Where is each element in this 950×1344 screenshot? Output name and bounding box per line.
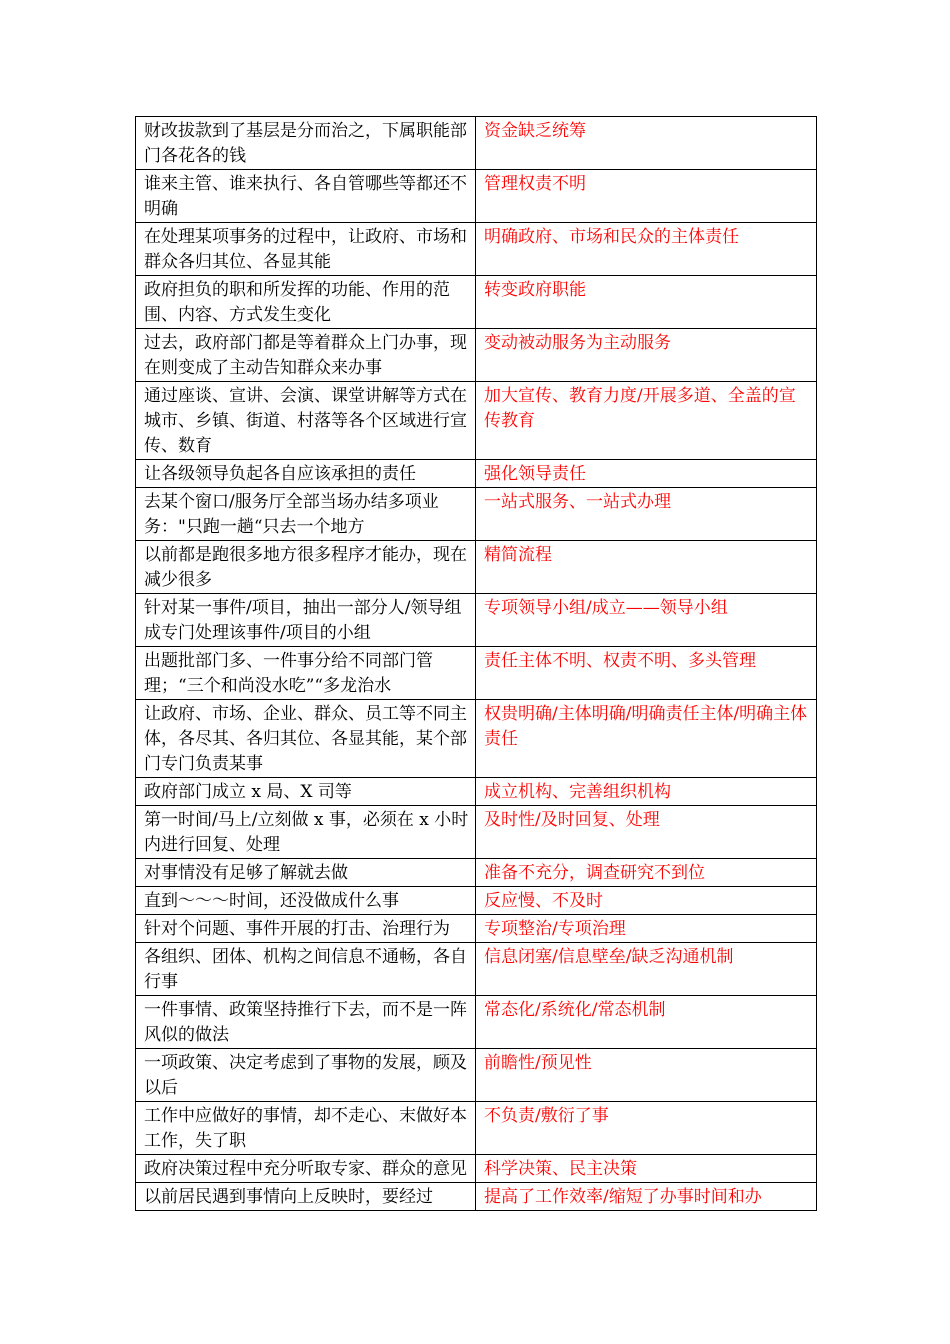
term-cell: 科学决策、民主决策 xyxy=(476,1155,817,1183)
table-row xyxy=(136,887,817,915)
terms-table xyxy=(135,116,817,1211)
table-row xyxy=(136,329,817,382)
term-cell: 专项领导小组/成立——领导小组 xyxy=(476,594,817,647)
table-row xyxy=(136,996,817,1049)
description-cell: 通过座谈、宣讲、会演、课堂讲解等方式在城市、乡镇、街道、村落等各个区域进行宣传、数育 xyxy=(136,382,476,460)
description-cell: 一项政策、决定考虑到了事物的发展，顾及以后 xyxy=(136,1049,476,1102)
description-cell: 第一时间/马上/立刻做 x 事，必须在 x 小时内进行回复、处理 xyxy=(136,806,476,859)
term-cell: 前瞻性/预见性 xyxy=(476,1049,817,1102)
term-cell: 专项整治/专项治理 xyxy=(476,915,817,943)
table-row xyxy=(136,223,817,276)
term-cell: 成立机构、完善组织机构 xyxy=(476,778,817,806)
description-cell: 各组织、团体、机构之间信息不通畅，各自行事 xyxy=(136,943,476,996)
term-cell: 资金缺乏统筹 xyxy=(476,117,817,170)
table-row xyxy=(136,541,817,594)
description-cell: 直到～～～时间，还没做成什么事 xyxy=(136,887,476,915)
term-cell: 不负责/敷衍了事 xyxy=(476,1102,817,1155)
table-row xyxy=(136,170,817,223)
term-cell: 提高了工作效率/缩短了办事时间和办 xyxy=(476,1183,817,1211)
table-row xyxy=(136,276,817,329)
term-cell: 反应慢、不及时 xyxy=(476,887,817,915)
terms-table-body xyxy=(136,117,817,1211)
description-cell: 政府决策过程中充分听取专家、群众的意见 xyxy=(136,1155,476,1183)
term-cell: 常态化/系统化/常态机制 xyxy=(476,996,817,1049)
description-cell: 谁来主管、谁来执行、各自管哪些等都还不明确 xyxy=(136,170,476,223)
term-cell: 明确政府、市场和民众的主体责任 xyxy=(476,223,817,276)
description-cell: 工作中应做好的事情，却不走心、末做好本工作，失了职 xyxy=(136,1102,476,1155)
table-row xyxy=(136,647,817,700)
description-cell: 让政府、市场、企业、群众、员工等不同主体，各尽其、各归其位、各显其能，某个部门专门负责某事 xyxy=(136,700,476,778)
term-cell: 准备不充分，调查研究不到位 xyxy=(476,859,817,887)
table-row xyxy=(136,806,817,859)
term-cell: 转变政府职能 xyxy=(476,276,817,329)
table-row xyxy=(136,1102,817,1155)
term-cell: 权贵明确/主体明确/明确责任主体/明确主体责任 xyxy=(476,700,817,778)
description-cell: 一件事情、政策坚持推行下去，而不是一阵风似的做法 xyxy=(136,996,476,1049)
table-row xyxy=(136,594,817,647)
description-cell: 针对个问题、事件开展的打击、治理行为 xyxy=(136,915,476,943)
description-cell: 财改拔款到了基层是分而治之，下属职能部门各花各的钱 xyxy=(136,117,476,170)
description-cell: 政府担负的职和所发挥的功能、作用的范围、内容、方式发生变化 xyxy=(136,276,476,329)
table-row xyxy=(136,117,817,170)
table-row xyxy=(136,1155,817,1183)
description-cell: 去某个窗口/服务厅全部当场办结多项业务："只跑一趟“只去一个地方 xyxy=(136,488,476,541)
table-row xyxy=(136,700,817,778)
description-cell: 出题批部门多、一件事分给不同部门管理；“三个和尚没水吃”“多龙治水 xyxy=(136,647,476,700)
table-row xyxy=(136,1049,817,1102)
term-cell: 精简流程 xyxy=(476,541,817,594)
description-cell: 在处理某项事务的过程中，让政府、市场和群众各归其位、各显其能 xyxy=(136,223,476,276)
description-cell: 以前居民遇到事情向上反映时，要经过 xyxy=(136,1183,476,1211)
term-cell: 责任主体不明、权责不明、多头管理 xyxy=(476,647,817,700)
term-cell: 强化领导责任 xyxy=(476,460,817,488)
table-row xyxy=(136,943,817,996)
term-cell: 一站式服务、一站式办理 xyxy=(476,488,817,541)
term-cell: 加大宣传、教育力度/开展多道、全盖的宣传教育 xyxy=(476,382,817,460)
term-cell: 变动被动服务为主动服务 xyxy=(476,329,817,382)
description-cell: 过去，政府部门都是等着群众上门办事，现在则变成了主动告知群众来办事 xyxy=(136,329,476,382)
description-cell: 对事情没有足够了解就去做 xyxy=(136,859,476,887)
term-cell: 及时性/及时回复、处理 xyxy=(476,806,817,859)
description-cell: 让各级领导负起各自应该承担的责任 xyxy=(136,460,476,488)
description-cell: 针对某一事件/项目，抽出一部分人/领导组成专门处理该事件/项目的小组 xyxy=(136,594,476,647)
table-row xyxy=(136,460,817,488)
table-row xyxy=(136,488,817,541)
table-row xyxy=(136,859,817,887)
table-row xyxy=(136,915,817,943)
table-row xyxy=(136,778,817,806)
table-row xyxy=(136,1183,817,1211)
term-cell: 管理权责不明 xyxy=(476,170,817,223)
description-cell: 以前都是跑很多地方很多程序才能办，现在减少很多 xyxy=(136,541,476,594)
description-cell: 政府部门成立 x 局、X 司等 xyxy=(136,778,476,806)
table-row xyxy=(136,382,817,460)
term-cell: 信息闭塞/信息壁垒/缺乏沟通机制 xyxy=(476,943,817,996)
